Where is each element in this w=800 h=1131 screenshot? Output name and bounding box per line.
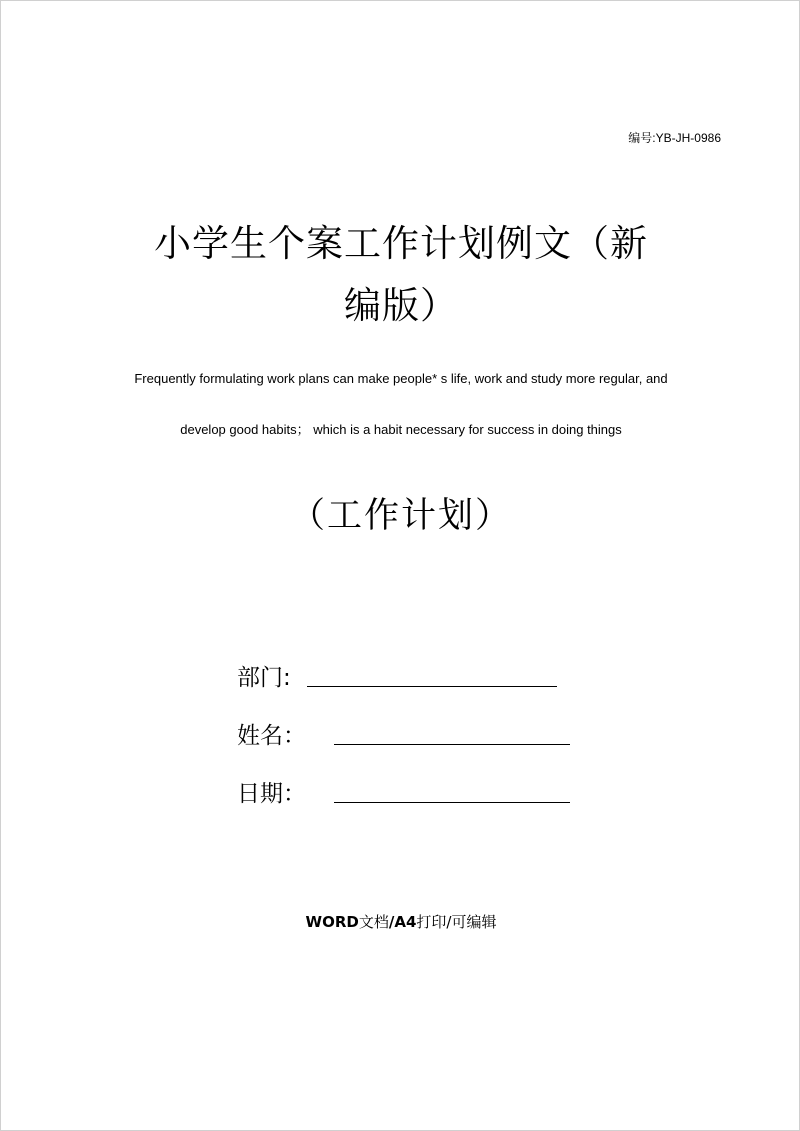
subtitle-line-2: develop good habits； which is a habit necessary for success in doing things [180, 422, 622, 437]
title-line-1: 小学生个案工作计划例文（新 [154, 222, 648, 265]
document-category: （工作计划） [289, 496, 512, 536]
format-word: WORD [305, 913, 359, 931]
date-field [237, 775, 570, 808]
department-blank-line [307, 685, 557, 687]
format-note [201, 911, 601, 932]
date-blank-line [334, 801, 570, 803]
format-a4: /A4 [388, 913, 417, 931]
date-label: 日期： [237, 781, 306, 807]
document-number: 编号:YB-JH-0986 [628, 131, 721, 145]
department-field [237, 659, 557, 692]
name-field [237, 717, 570, 750]
format-doc: 文档 [358, 913, 389, 931]
title-line-2: 编版） [344, 284, 458, 327]
format-print-edit: 打印/可编辑 [416, 913, 497, 931]
subtitle-line-1: Frequently formulating work plans can make people* s life, work and study more regular, and [134, 371, 668, 386]
name-blank-line [334, 743, 570, 745]
document-title [81, 213, 721, 337]
department-label: 部门: [237, 665, 291, 691]
name-label: 姓名： [237, 723, 306, 749]
